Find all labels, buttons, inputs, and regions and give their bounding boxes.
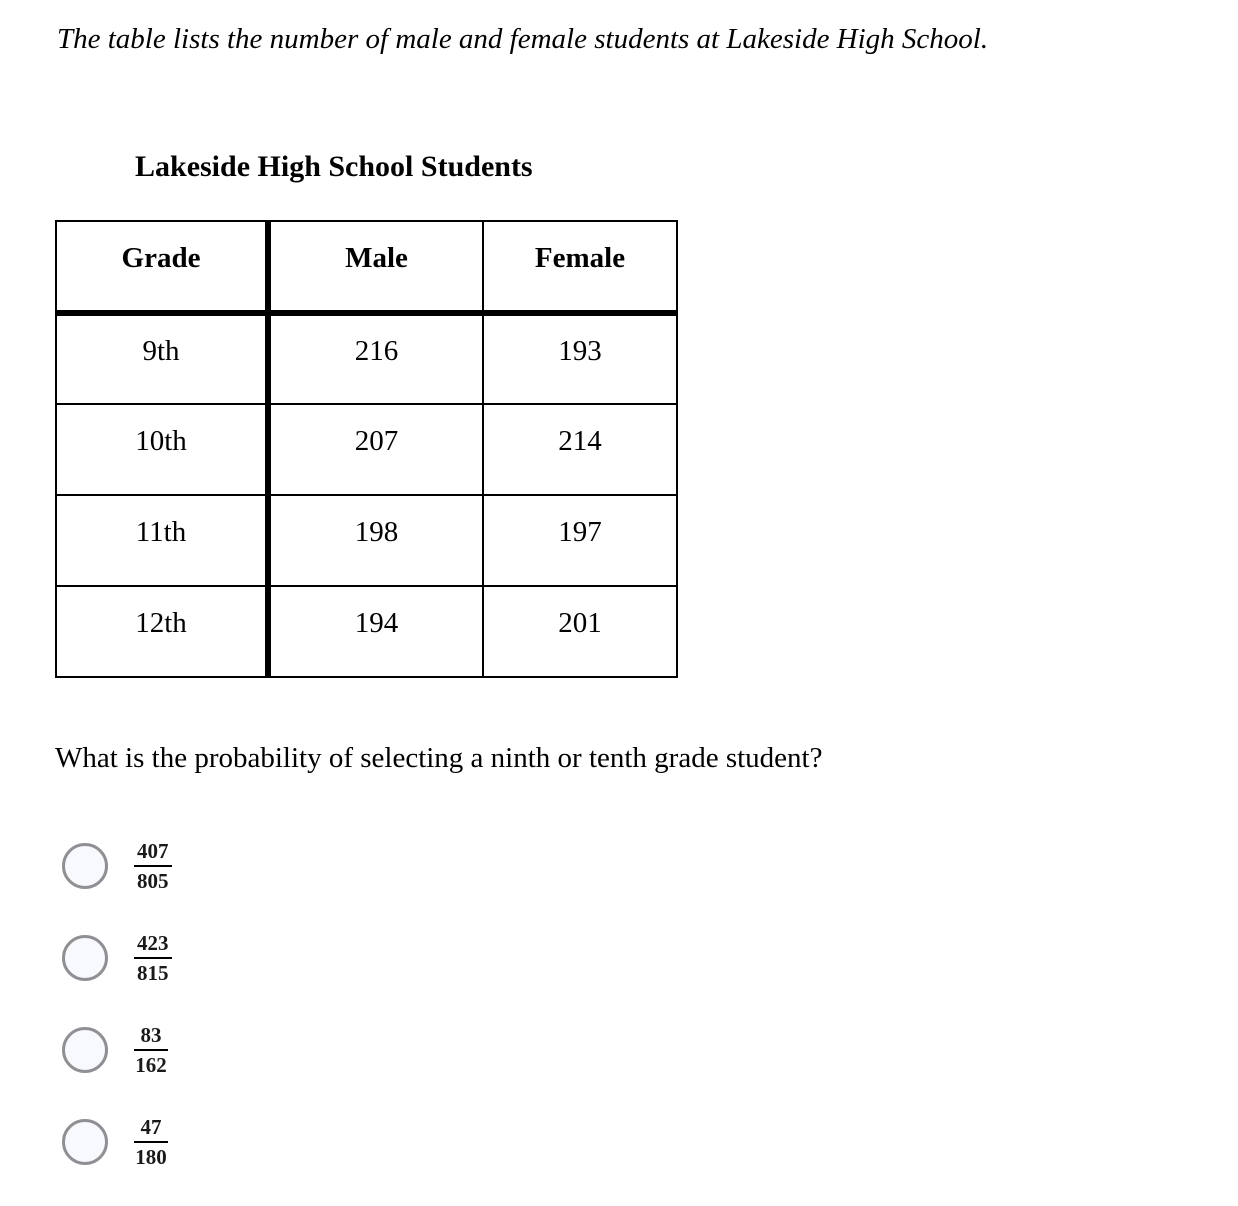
table-row — [56, 495, 677, 586]
table-row — [56, 404, 677, 495]
fraction — [134, 1115, 168, 1169]
radio-button[interactable] — [62, 935, 108, 981]
table-title: Lakeside High School Students — [135, 150, 533, 183]
cell-male: 216 — [268, 313, 483, 404]
cell-male: 194 — [268, 586, 483, 677]
radio-button[interactable] — [62, 1027, 108, 1073]
table-header-row — [56, 221, 677, 313]
fraction-denominator: 180 — [135, 1145, 167, 1169]
radio-button[interactable] — [62, 843, 108, 889]
answer-options — [62, 838, 172, 1206]
fraction-denominator: 815 — [137, 961, 169, 985]
cell-female: 197 — [483, 495, 677, 586]
cell-female: 201 — [483, 586, 677, 677]
students-table — [55, 220, 678, 678]
cell-grade: 11th — [56, 495, 268, 586]
fraction-numerator: 407 — [134, 839, 172, 867]
fraction-numerator: 423 — [134, 931, 172, 959]
question-text: What is the probability of selecting a ninth or tenth grade student? — [55, 742, 823, 774]
answer-option[interactable] — [62, 1114, 172, 1170]
cell-female: 193 — [483, 313, 677, 404]
cell-male: 198 — [268, 495, 483, 586]
fraction — [134, 839, 172, 893]
fraction-numerator: 47 — [134, 1115, 168, 1143]
fraction — [134, 931, 172, 985]
header-male: Male — [268, 221, 483, 313]
radio-button[interactable] — [62, 1119, 108, 1165]
cell-grade: 12th — [56, 586, 268, 677]
answer-option[interactable] — [62, 930, 172, 986]
fraction — [134, 1023, 168, 1077]
fraction-numerator: 83 — [134, 1023, 168, 1051]
fraction-denominator: 805 — [137, 869, 169, 893]
answer-option[interactable] — [62, 1022, 172, 1078]
cell-female: 214 — [483, 404, 677, 495]
cell-grade: 10th — [56, 404, 268, 495]
header-grade: Grade — [56, 221, 268, 313]
fraction-denominator: 162 — [135, 1053, 167, 1077]
table-row — [56, 313, 677, 404]
intro-text: The table lists the number of male and female students at Lakeside High School. — [57, 23, 989, 55]
answer-option[interactable] — [62, 838, 172, 894]
table-row — [56, 586, 677, 677]
cell-grade: 9th — [56, 313, 268, 404]
header-female: Female — [483, 221, 677, 313]
cell-male: 207 — [268, 404, 483, 495]
